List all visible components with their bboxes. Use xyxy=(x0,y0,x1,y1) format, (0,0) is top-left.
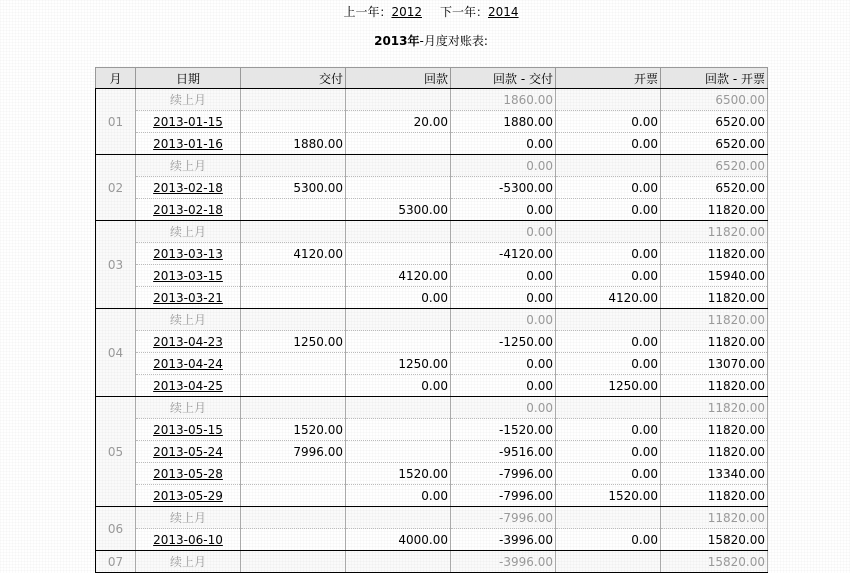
invoice-cell: 0.00 xyxy=(556,419,661,441)
receive-minus-deliver-cell: -7996.00 xyxy=(451,463,556,485)
receive-minus-deliver-cell: -1520.00 xyxy=(451,419,556,441)
receive-minus-invoice-cell: 11820.00 xyxy=(661,441,768,463)
deliver-cell xyxy=(241,529,346,551)
carry-over-label: 续上月 xyxy=(136,155,241,177)
receive-minus-invoice-cell: 11820.00 xyxy=(661,397,768,419)
table-row xyxy=(96,243,768,265)
deliver-cell: 1880.00 xyxy=(241,133,346,155)
date-link[interactable]: 2013-03-13 xyxy=(153,246,223,261)
month-cell: 06 xyxy=(96,507,136,551)
date-cell xyxy=(136,111,241,133)
receive-cell: 0.00 xyxy=(346,287,451,309)
invoice-cell: 0.00 xyxy=(556,111,661,133)
col-header-invoice: 开票 xyxy=(556,68,661,89)
date-link[interactable]: 2013-03-21 xyxy=(153,290,223,305)
receive-minus-invoice-cell: 6500.00 xyxy=(661,89,768,111)
date-cell xyxy=(136,265,241,287)
date-cell xyxy=(136,485,241,507)
invoice-cell xyxy=(556,551,661,573)
title-suffix: -月度对账表: xyxy=(419,34,488,48)
deliver-cell: 1520.00 xyxy=(241,419,346,441)
invoice-cell: 0.00 xyxy=(556,243,661,265)
invoice-cell xyxy=(556,221,661,243)
date-cell xyxy=(136,353,241,375)
deliver-cell xyxy=(241,309,346,331)
receive-cell xyxy=(346,155,451,177)
carry-over-row xyxy=(96,507,768,529)
date-link[interactable]: 2013-05-29 xyxy=(153,488,223,503)
table-body xyxy=(96,89,768,573)
prev-year-label: 上一年： xyxy=(343,5,392,19)
receive-cell: 0.00 xyxy=(346,485,451,507)
receive-minus-invoice-cell: 11820.00 xyxy=(661,507,768,529)
date-cell xyxy=(136,529,241,551)
invoice-cell: 1250.00 xyxy=(556,375,661,397)
receive-minus-deliver-cell: 0.00 xyxy=(451,265,556,287)
date-link[interactable]: 2013-01-16 xyxy=(153,136,223,151)
receive-minus-invoice-cell: 6520.00 xyxy=(661,133,768,155)
carry-over-label: 续上月 xyxy=(136,309,241,331)
date-link[interactable]: 2013-05-15 xyxy=(153,422,223,437)
table-row xyxy=(96,133,768,155)
date-cell xyxy=(136,177,241,199)
invoice-cell: 0.00 xyxy=(556,177,661,199)
table-header-row xyxy=(96,68,768,89)
deliver-cell: 7996.00 xyxy=(241,441,346,463)
date-cell xyxy=(136,287,241,309)
col-header-month: 月 xyxy=(96,68,136,89)
invoice-cell xyxy=(556,89,661,111)
invoice-cell: 0.00 xyxy=(556,331,661,353)
date-link[interactable]: 2013-03-15 xyxy=(153,268,223,283)
receive-cell xyxy=(346,177,451,199)
table-row xyxy=(96,331,768,353)
receive-cell: 5300.00 xyxy=(346,199,451,221)
month-cell: 05 xyxy=(96,397,136,507)
date-link[interactable]: 2013-04-25 xyxy=(153,378,223,393)
receive-minus-invoice-cell: 15940.00 xyxy=(661,265,768,287)
table-row xyxy=(96,463,768,485)
date-cell xyxy=(136,463,241,485)
carry-over-row xyxy=(96,309,768,331)
date-cell xyxy=(136,441,241,463)
table-row xyxy=(96,353,768,375)
table-row xyxy=(96,485,768,507)
date-link[interactable]: 2013-06-10 xyxy=(153,532,223,547)
receive-minus-deliver-cell: 0.00 xyxy=(451,287,556,309)
receive-minus-deliver-cell: 0.00 xyxy=(451,353,556,375)
invoice-cell: 4120.00 xyxy=(556,287,661,309)
receive-minus-deliver-cell: 0.00 xyxy=(451,309,556,331)
deliver-cell: 5300.00 xyxy=(241,177,346,199)
date-link[interactable]: 2013-02-18 xyxy=(153,180,223,195)
deliver-cell xyxy=(241,551,346,573)
receive-cell: 4120.00 xyxy=(346,265,451,287)
date-link[interactable]: 2013-04-24 xyxy=(153,356,223,371)
date-link[interactable]: 2013-01-15 xyxy=(153,114,223,129)
page-title xyxy=(0,33,850,49)
receive-minus-invoice-cell: 15820.00 xyxy=(661,551,768,573)
date-cell xyxy=(136,243,241,265)
carry-over-row xyxy=(96,397,768,419)
receive-cell: 0.00 xyxy=(346,375,451,397)
date-link[interactable]: 2013-04-23 xyxy=(153,334,223,349)
date-link[interactable]: 2013-05-24 xyxy=(153,444,223,459)
receive-minus-deliver-cell: 0.00 xyxy=(451,397,556,419)
table-row xyxy=(96,419,768,441)
month-cell: 07 xyxy=(96,551,136,573)
col-header-receive-minus-invoice: 回款 - 开票 xyxy=(661,68,768,89)
invoice-cell: 0.00 xyxy=(556,133,661,155)
next-year-label: 下一年： xyxy=(440,5,489,19)
receive-minus-deliver-cell: -7996.00 xyxy=(451,507,556,529)
receive-minus-invoice-cell: 11820.00 xyxy=(661,375,768,397)
month-cell: 01 xyxy=(96,89,136,155)
carry-over-row xyxy=(96,89,768,111)
invoice-cell xyxy=(556,155,661,177)
carry-over-row xyxy=(96,155,768,177)
deliver-cell xyxy=(241,89,346,111)
deliver-cell xyxy=(241,155,346,177)
carry-over-row xyxy=(96,221,768,243)
col-header-receive: 回款 xyxy=(346,68,451,89)
invoice-cell: 0.00 xyxy=(556,441,661,463)
receive-cell xyxy=(346,419,451,441)
receive-minus-invoice-cell: 11820.00 xyxy=(661,485,768,507)
table-row xyxy=(96,529,768,551)
receive-minus-deliver-cell: 0.00 xyxy=(451,221,556,243)
table-row xyxy=(96,111,768,133)
carry-over-row xyxy=(96,551,768,573)
receive-cell: 1250.00 xyxy=(346,353,451,375)
deliver-cell xyxy=(241,397,346,419)
receive-cell xyxy=(346,331,451,353)
table-row xyxy=(96,265,768,287)
receive-cell xyxy=(346,441,451,463)
receive-minus-invoice-cell: 13070.00 xyxy=(661,353,768,375)
deliver-cell: 4120.00 xyxy=(241,243,346,265)
deliver-cell xyxy=(241,265,346,287)
prev-year-link[interactable]: 2012 xyxy=(391,5,422,19)
receive-cell: 1520.00 xyxy=(346,463,451,485)
receive-minus-deliver-cell: -3996.00 xyxy=(451,529,556,551)
receive-minus-invoice-cell: 13340.00 xyxy=(661,463,768,485)
carry-over-label: 续上月 xyxy=(136,89,241,111)
month-cell: 04 xyxy=(96,309,136,397)
carry-over-label: 续上月 xyxy=(136,551,241,573)
receive-cell xyxy=(346,133,451,155)
deliver-cell xyxy=(241,485,346,507)
receive-minus-deliver-cell: 1880.00 xyxy=(451,111,556,133)
carry-over-label: 续上月 xyxy=(136,507,241,529)
next-year-link[interactable]: 2014 xyxy=(488,5,519,19)
month-cell: 03 xyxy=(96,221,136,309)
deliver-cell xyxy=(241,199,346,221)
receive-minus-deliver-cell: 0.00 xyxy=(451,133,556,155)
deliver-cell xyxy=(241,463,346,485)
receive-minus-invoice-cell: 11820.00 xyxy=(661,331,768,353)
invoice-cell: 0.00 xyxy=(556,353,661,375)
date-cell xyxy=(136,331,241,353)
receive-minus-invoice-cell: 11820.00 xyxy=(661,199,768,221)
table-row xyxy=(96,375,768,397)
receive-cell xyxy=(346,221,451,243)
month-cell: 02 xyxy=(96,155,136,221)
deliver-cell xyxy=(241,221,346,243)
receive-minus-invoice-cell: 6520.00 xyxy=(661,177,768,199)
receive-cell: 4000.00 xyxy=(346,529,451,551)
invoice-cell xyxy=(556,397,661,419)
monthly-reconciliation-table xyxy=(95,67,768,573)
col-header-date: 日期 xyxy=(136,68,241,89)
date-cell xyxy=(136,199,241,221)
invoice-cell xyxy=(556,309,661,331)
receive-minus-deliver-cell: -5300.00 xyxy=(451,177,556,199)
receive-minus-invoice-cell: 6520.00 xyxy=(661,111,768,133)
invoice-cell: 0.00 xyxy=(556,463,661,485)
deliver-cell: 1250.00 xyxy=(241,331,346,353)
deliver-cell xyxy=(241,375,346,397)
carry-over-label: 续上月 xyxy=(136,397,241,419)
invoice-cell: 1520.00 xyxy=(556,485,661,507)
carry-over-label: 续上月 xyxy=(136,221,241,243)
receive-minus-deliver-cell: -3996.00 xyxy=(451,551,556,573)
receive-minus-deliver-cell: -4120.00 xyxy=(451,243,556,265)
receive-cell: 20.00 xyxy=(346,111,451,133)
table-row xyxy=(96,177,768,199)
receive-cell xyxy=(346,507,451,529)
receive-minus-invoice-cell: 6520.00 xyxy=(661,155,768,177)
deliver-cell xyxy=(241,287,346,309)
receive-minus-deliver-cell: 0.00 xyxy=(451,155,556,177)
date-cell xyxy=(136,375,241,397)
date-cell xyxy=(136,133,241,155)
receive-cell xyxy=(346,397,451,419)
year-navigation xyxy=(0,4,850,20)
receive-minus-deliver-cell: 0.00 xyxy=(451,375,556,397)
table-row xyxy=(96,287,768,309)
receive-minus-invoice-cell: 11820.00 xyxy=(661,419,768,441)
table-row xyxy=(96,199,768,221)
date-link[interactable]: 2013-02-18 xyxy=(153,202,223,217)
invoice-cell: 0.00 xyxy=(556,265,661,287)
table-row xyxy=(96,441,768,463)
deliver-cell xyxy=(241,111,346,133)
col-header-receive-minus-deliver: 回款 - 交付 xyxy=(451,68,556,89)
title-year: 2013年 xyxy=(374,34,420,48)
receive-minus-deliver-cell: 0.00 xyxy=(451,199,556,221)
receive-cell xyxy=(346,309,451,331)
receive-minus-invoice-cell: 11820.00 xyxy=(661,243,768,265)
invoice-cell: 0.00 xyxy=(556,199,661,221)
receive-minus-invoice-cell: 11820.00 xyxy=(661,287,768,309)
receive-minus-deliver-cell: -7996.00 xyxy=(451,485,556,507)
receive-cell xyxy=(346,89,451,111)
invoice-cell xyxy=(556,507,661,529)
deliver-cell xyxy=(241,353,346,375)
receive-cell xyxy=(346,551,451,573)
receive-cell xyxy=(346,243,451,265)
invoice-cell: 0.00 xyxy=(556,529,661,551)
receive-minus-deliver-cell: 1860.00 xyxy=(451,89,556,111)
receive-minus-deliver-cell: -9516.00 xyxy=(451,441,556,463)
receive-minus-invoice-cell: 15820.00 xyxy=(661,529,768,551)
date-link[interactable]: 2013-05-28 xyxy=(153,466,223,481)
receive-minus-invoice-cell: 11820.00 xyxy=(661,309,768,331)
receive-minus-invoice-cell: 11820.00 xyxy=(661,221,768,243)
date-cell xyxy=(136,419,241,441)
col-header-deliver: 交付 xyxy=(241,68,346,89)
receive-minus-deliver-cell: -1250.00 xyxy=(451,331,556,353)
deliver-cell xyxy=(241,507,346,529)
